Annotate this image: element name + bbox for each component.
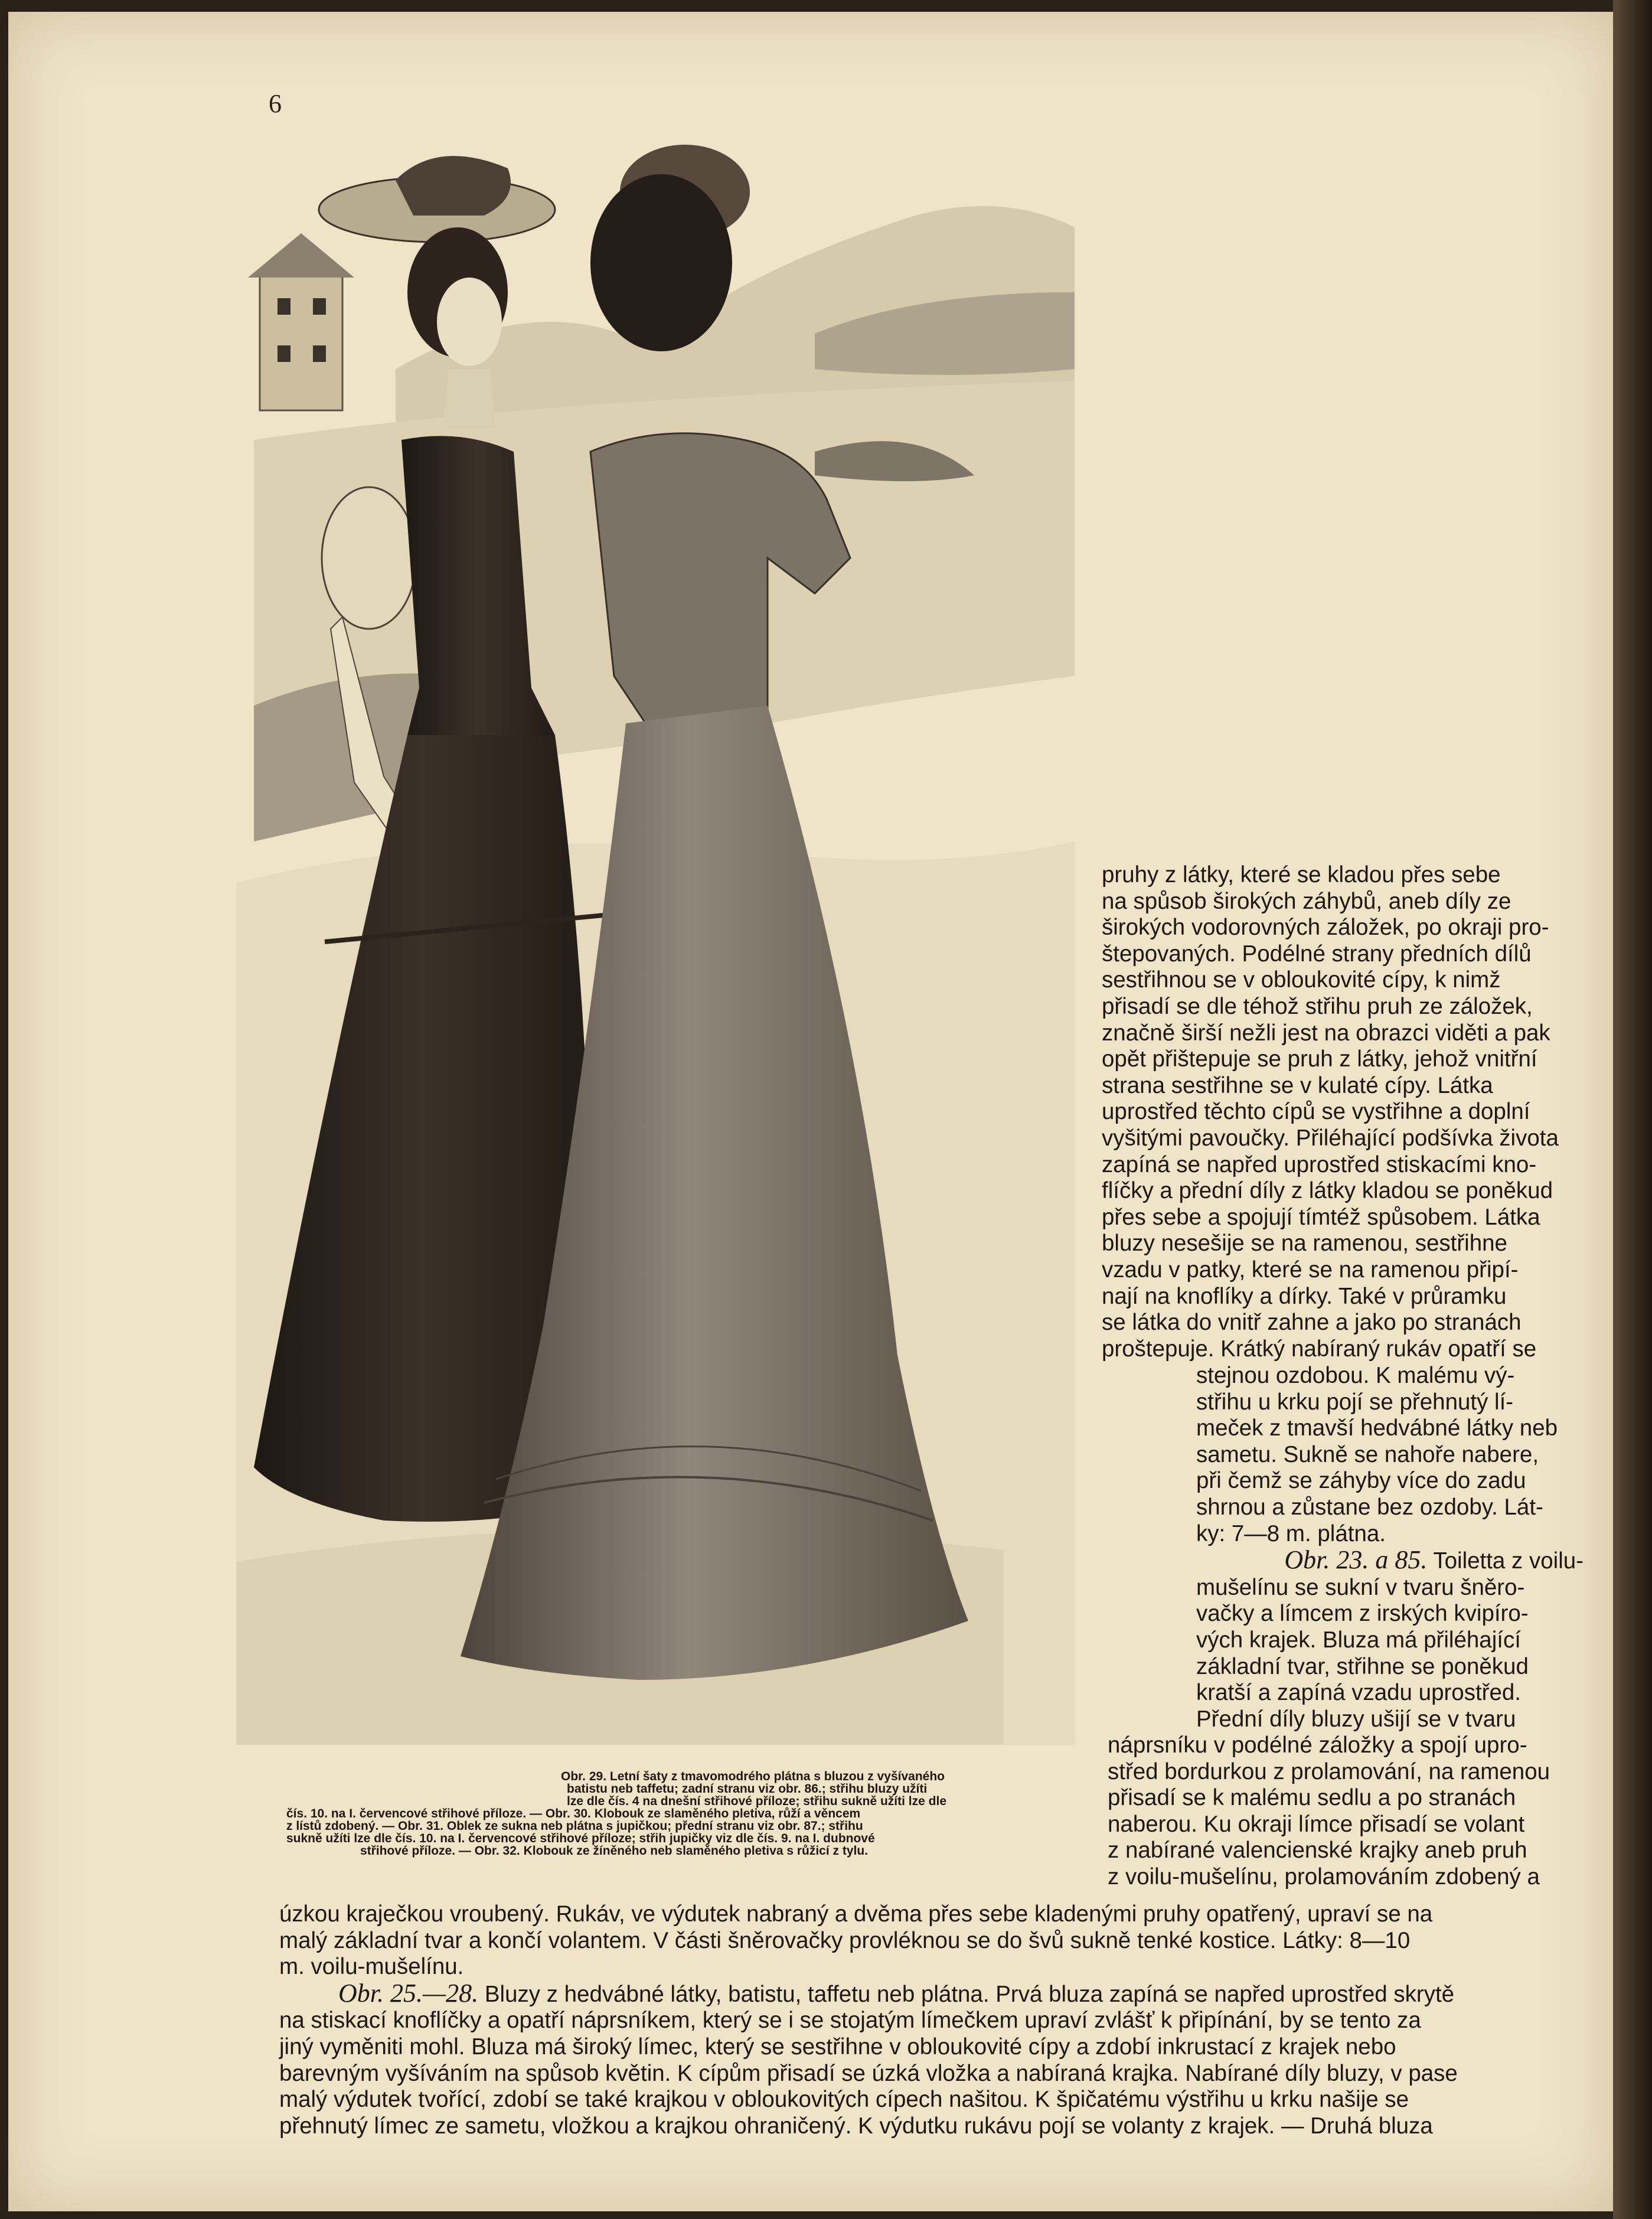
text-line: jiný vyměniti mohl. Bluza má široký límec, který se sestřihne v obloukovité cípy a zdobí inkrustací z krajek nebo (279, 2034, 1396, 2060)
text-line: uprostřed těchto cípů se vystřihne a doplní (1102, 1099, 1530, 1125)
caption-line: střihové příloze. — Obr. 32. Klobouk ze žíněného neb slaměného pletiva s růžicí z tylu. (360, 1844, 869, 1858)
text-line: Přední díly bluzy ušijí se v tvaru (1196, 1706, 1516, 1732)
obr23-first-line: Obr. 23. a 85. Toiletta z voilu- (1284, 1545, 1584, 1575)
text-line: mušelínu se sukní v tvaru šněro- (1196, 1574, 1525, 1600)
caption-line: batistu neb taffetu; zadní stranu viz obr. 86.; střihu bluzy užíti (567, 1782, 928, 1796)
text-line: naberou. Ku okraji límce přisadí se volant (1108, 1811, 1525, 1837)
text-line: malý základní tvar a končí volantem. V části šněrovačky provléknou se do švů sukně tenké kostice. Látky: 8—10 (279, 1927, 1411, 1953)
caption-line: lze dle čís. 4 na dnešní střihové příloze; střihu sukně užíti lze dle (567, 1794, 946, 1808)
obr25-first-line: Obr. 25.—28. Bluzy z hedvábné látky, batistu, taffetu neb plátna. Prvá bluza zapíná se napřed uprostřed skrytě (338, 1978, 1455, 2008)
right-column-paragraph-1 (1102, 862, 1582, 1362)
figure-label: Obr. 23. a 85. (1284, 1545, 1428, 1575)
text-line: opět přištepuje se pruh z látky, jehož vnitřní (1102, 1046, 1537, 1072)
text-line: střed bordurkou z prolamování, na ramenou (1108, 1758, 1550, 1784)
text-line: základní tvar, střihne se poněkud (1196, 1653, 1529, 1679)
text-line: meček z tmavší hedvábné látky neb (1196, 1415, 1558, 1441)
text-line: pruhy z látky, které se kladou přes sebe (1102, 862, 1501, 887)
text-line: bluzy nesešije se na ramenou, sestřihne (1102, 1231, 1507, 1257)
caption-line: sukně užíti lze dle čís. 10. na I. červencové střihové příloze; střih jupičky viz dle čís. 9. na I. dubnové (286, 1832, 875, 1845)
text-line: shrnou a zůstane bez ozdoby. Lát- (1196, 1494, 1543, 1520)
text-line: sestřihnou se v obloukovité cípy, k nimž (1102, 967, 1501, 993)
text-line: malý výdutek tvořící, zdobí se také krajkou v obloukovitých cípech našitou. K špičatému výstřihu u krku našije se (279, 2087, 1409, 2113)
text-line: úzkou kraječkou vroubený. Rukáv, ve výdutek nabraný a dvěma přes sebe kladenými pruhy opatřený, upraví se na (279, 1901, 1433, 1927)
caption-line: čís. 10. na I. červencové střihové příloze. — Obr. 30. Klobouk ze slaměného pletiva, růží a věncem (286, 1807, 861, 1820)
text-line: přes sebe a spojují tímtéž spůsobem. Látka (1102, 1204, 1540, 1230)
right-column-wider-text (1108, 1732, 1584, 1891)
text-line: vačky a límcem z irských kvipíro- (1196, 1601, 1529, 1627)
text-line: se látka do vnitř zahne a jako po stranách (1102, 1310, 1522, 1336)
text-line: stejnou ozdobou. K malému vý- (1196, 1363, 1515, 1388)
caption-line: Obr. 29. Letní šaty z tmavomodrého plátna s bluzou z vyšívaného (561, 1770, 945, 1783)
text-line: při čemž se záhyby více do zadu (1196, 1468, 1526, 1494)
text-line: širokých vodorovných záložek, po okraji pro- (1102, 915, 1549, 941)
text-line: vých krajek. Bluza má přiléhající (1196, 1627, 1521, 1653)
book-edge (1613, 0, 1652, 2219)
text-line: ky: 7—8 m. plátna. (1196, 1520, 1386, 1546)
text-line: vzadu v patky, které se na ramenou připí- (1102, 1257, 1519, 1283)
text-line: na stiskací knoflíčky a opatří náprsníkem, který se i se stojatým límečkem upraví zvlášť k připínání, by se tento za (279, 2008, 1421, 2034)
text-line: nají na knoflíky a dírky. Také v průramku (1102, 1283, 1507, 1309)
right-column-narrow-text (1196, 1363, 1584, 1732)
bottom-text (279, 1901, 1583, 2139)
page-number: 6 (269, 89, 282, 118)
figure-caption (286, 1770, 1072, 1858)
text-line: střihu u krku pojí se přehnutý lí- (1196, 1389, 1514, 1415)
text-line: přisadí se k malému sedlu a po stranách (1108, 1785, 1516, 1811)
text-line: strana sestřihne se v kulaté cípy. Látka (1102, 1072, 1493, 1098)
text-line: z voilu-mušelínu, prolamováním zdobený a (1108, 1864, 1540, 1890)
text-line: z nabírané valencienské krajky aneb pruh (1108, 1838, 1527, 1864)
text-line: proštepuje. Krátký nabíraný rukáv opatří se (1102, 1336, 1537, 1362)
text-line: přisadí se dle téhož střihu pruh ze záložek, (1102, 993, 1533, 1019)
text-line: štepovaných. Podélné strany předních dílů (1102, 941, 1532, 967)
text-line: m. voilu-mušelínu. (279, 1954, 464, 1980)
text-line: barevným vyšíváním na spůsob květin. K cípům přisadí se úzká vložka a nabíraná krajka. Nabírané díly bluzy, v pase (279, 2060, 1458, 2086)
text-line: zapíná se napřed uprostřed stiskacími kno- (1102, 1151, 1537, 1177)
text-line: značně širší nežli jest na obrazci viděti a pak (1102, 1020, 1550, 1046)
text-line: sametu. Sukně se nahoře nabere, (1196, 1441, 1539, 1467)
text-line: kratší a zapíná vzadu uprostřed. (1196, 1680, 1521, 1706)
text-line: vyšitými pavoučky. Přiléhající podšívka života (1102, 1125, 1559, 1151)
text-line: náprsníku v podélné záložky a spojí upro- (1108, 1732, 1527, 1758)
text-line: přehnutý límec ze sametu, vložkou a krajkou ohraničený. K výdutku rukávu pojí se volanty z krajek. — Druhá bluza (279, 2113, 1433, 2139)
text-line: flíčky a přední díly z látky kladou se poněkud (1102, 1178, 1553, 1204)
text-line: na spůsob širokých záhybů, aneb díly ze (1102, 888, 1511, 914)
caption-line: z lístů zdobený. — Obr. 31. Oblek ze sukna neb plátna s jupičkou; přední stranu viz obr. 87.; střihu (286, 1819, 863, 1833)
fashion-illustration (236, 145, 1110, 1745)
figure-label: Obr. 25.—28. (338, 1978, 479, 2008)
